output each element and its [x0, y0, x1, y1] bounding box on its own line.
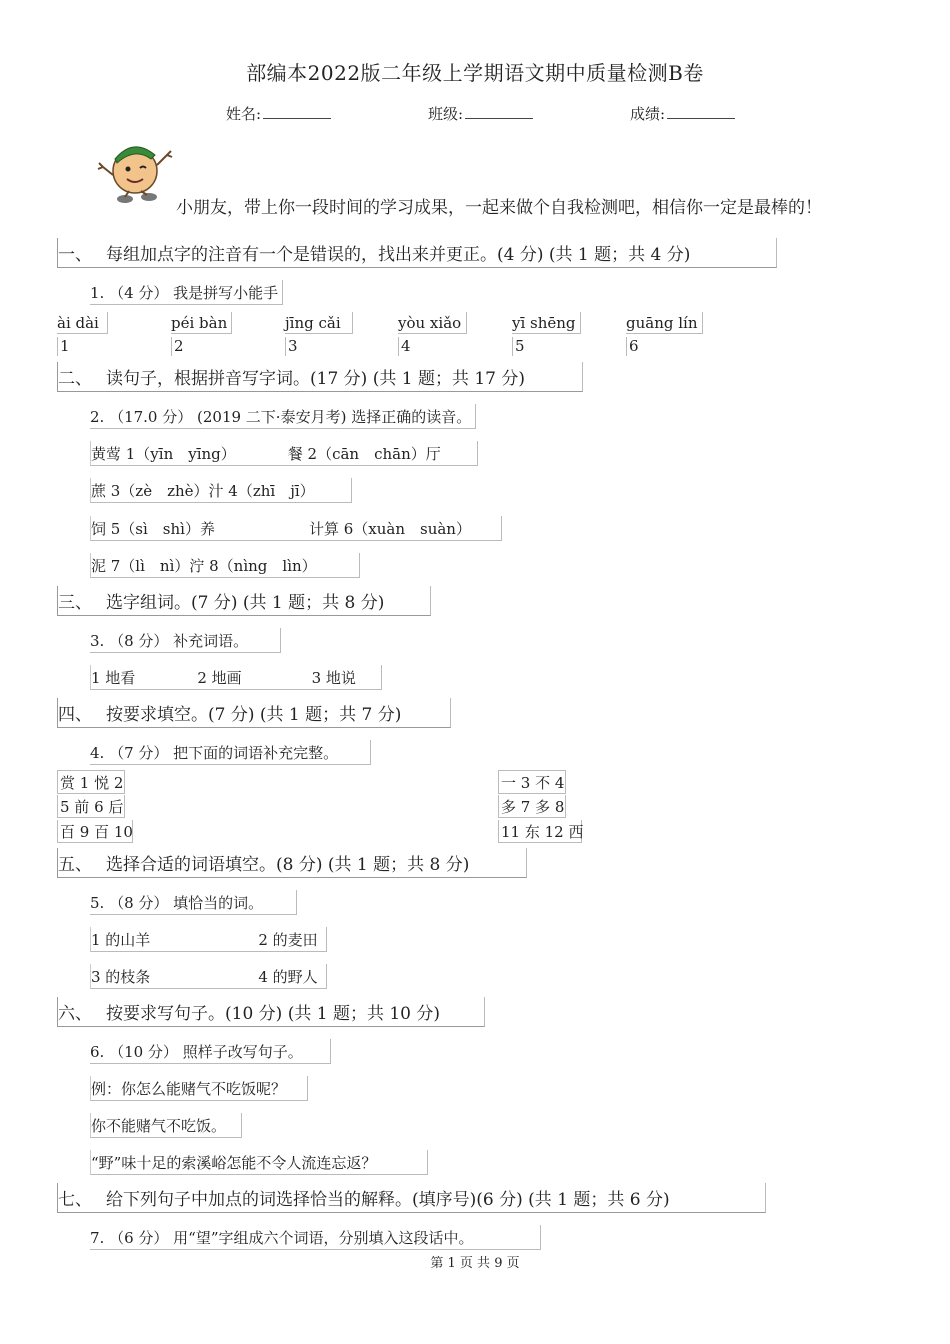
- q2-row-3: [90, 516, 502, 541]
- q6-example-answer: 你不能赌气不吃饭。: [90, 1113, 242, 1138]
- answer-blank-4[interactable]: 4: [398, 337, 411, 356]
- pinyin-4: yòu xiǎo: [398, 312, 467, 334]
- q5-item-2: 2 的麦田: [258, 931, 318, 949]
- cartoon-mascot-icon: [95, 135, 175, 207]
- question-7-header: 7. （6 分） 用“望”字组成六个词语，分别填入这段话中。: [90, 1225, 541, 1250]
- q4-left-3: 百 9 百 10: [57, 820, 133, 843]
- pinyin-5: yī shēng: [512, 312, 581, 334]
- answer-blank-2[interactable]: 2: [171, 337, 184, 356]
- question-5-header: 5. （8 分） 填恰当的词。: [90, 890, 297, 915]
- class-label: 班级:: [428, 105, 464, 123]
- question-4-header: 4. （7 分） 把下面的词语补充完整。: [90, 740, 371, 765]
- page-footer: 第 1 页 共 9 页: [430, 1256, 520, 1271]
- name-blank[interactable]: [263, 104, 331, 119]
- q6-example: 例：你怎么能赌气不吃饭呢？: [90, 1076, 308, 1101]
- score-blank[interactable]: [667, 104, 735, 119]
- q3-item-3: 3 地说: [311, 669, 356, 687]
- section-2-num: 二、: [58, 369, 92, 389]
- name-label: 姓名:: [226, 105, 262, 123]
- score-field[interactable]: [630, 103, 735, 124]
- pinyin-1: ài dài: [57, 312, 108, 334]
- section-1-num: 一、: [58, 245, 92, 265]
- answer-blank-5[interactable]: 5: [512, 337, 525, 356]
- question-1-header: 1. （4 分） 我是拼写小能手: [90, 280, 283, 305]
- section-5-heading: [57, 848, 527, 878]
- q6-prompt: “野”味十足的索溪峪怎能不令人流连忘返？: [90, 1150, 428, 1175]
- q4-right-1: 一 3 不 4: [498, 770, 566, 794]
- class-blank[interactable]: [465, 104, 533, 119]
- section-6-heading: [57, 997, 485, 1027]
- answer-blank-3[interactable]: 3: [285, 337, 298, 356]
- q4-right-3: 11 东 12 西: [498, 820, 582, 843]
- section-4-num: 四、: [58, 705, 92, 725]
- answer-blank-6[interactable]: 6: [626, 337, 639, 356]
- class-field[interactable]: [428, 103, 533, 124]
- section-3-heading: [57, 586, 431, 616]
- section-5-title: 选择合适的词语填空。(8 分) (共 1 题；共 8 分): [106, 855, 470, 875]
- q2-row-1: [90, 441, 478, 466]
- pinyin-2: péi bàn: [171, 312, 232, 334]
- question-2-header: 2. （17.0 分） (2019 二下·泰安月考) 选择正确的读音。: [90, 404, 476, 429]
- q4-right-2: 多 7 多 8: [498, 795, 566, 818]
- section-1-heading: [57, 238, 777, 268]
- question-6-header: 6. （10 分） 照样子改写句子。: [90, 1039, 331, 1064]
- q2-row-2: [90, 478, 352, 503]
- section-3-num: 三、: [58, 593, 92, 613]
- q2-item-4: 饲 5（sì shì）养: [91, 520, 215, 538]
- intro-text: 小朋友，带上你一段时间的学习成果，一起来做个自我检测吧，相信你一定是最棒的！: [176, 198, 822, 218]
- section-6-num: 六、: [58, 1004, 92, 1024]
- section-5-num: 五、: [58, 855, 92, 875]
- q4-left-1: 赏 1 悦 2: [57, 770, 125, 794]
- q5-row-1: [90, 927, 327, 952]
- q4-left-2: 5 前 6 后: [57, 795, 125, 818]
- section-3-title: 选字组词。(7 分) (共 1 题；共 8 分): [106, 593, 385, 613]
- section-2-heading: [57, 362, 583, 392]
- section-4-heading: [57, 698, 451, 728]
- q2-item-1: 黄莺 1（yīn yīng）: [91, 445, 236, 463]
- name-field[interactable]: [226, 103, 331, 124]
- q2-item-3: 蔗 3（zè zhè）汁 4（zhī jī）: [91, 482, 315, 500]
- page-title: 部编本2022版二年级上学期语文期中质量检测B卷: [246, 61, 704, 85]
- section-1-title: 每组加点字的注音有一个是错误的，找出来并更正。(4 分) (共 1 题；共 4 分): [106, 245, 691, 265]
- section-7-num: 七、: [58, 1190, 92, 1210]
- q5-row-2: [90, 964, 327, 989]
- question-3-header: 3. （8 分） 补充词语。: [90, 628, 281, 653]
- q2-row-4: [90, 553, 360, 578]
- pinyin-6: guāng lín: [626, 312, 703, 334]
- section-6-title: 按要求写句子。(10 分) (共 1 题；共 10 分): [106, 1004, 441, 1024]
- answer-blank-1[interactable]: 1: [57, 337, 70, 356]
- section-7-title: 给下列句子中加点的词选择恰当的解释。(填序号)(6 分) (共 1 题；共 6 分): [106, 1190, 670, 1210]
- q2-item-2: 餐 2（cān chān）厅: [287, 445, 441, 463]
- section-2-title: 读句子，根据拼音写字词。(17 分) (共 1 题；共 17 分): [106, 369, 526, 389]
- score-label: 成绩:: [630, 105, 666, 123]
- q3-item-1: 1 地看: [91, 669, 136, 687]
- section-7-heading: [57, 1183, 766, 1213]
- q5-item-3: 3 的枝条: [91, 968, 151, 986]
- pinyin-3: jīng cǎi: [285, 312, 353, 334]
- q5-item-4: 4 的野人: [258, 968, 318, 986]
- q3-item-2: 2 地画: [197, 669, 242, 687]
- q3-row: [90, 665, 382, 690]
- section-4-title: 按要求填空。(7 分) (共 1 题；共 7 分): [106, 705, 402, 725]
- q2-item-6: 泥 7（lì nì）泞 8（nìng lìn）: [91, 557, 317, 575]
- q5-item-1: 1 的山羊: [91, 931, 151, 949]
- q2-item-5: 计算 6（xuàn suàn）: [308, 520, 471, 538]
